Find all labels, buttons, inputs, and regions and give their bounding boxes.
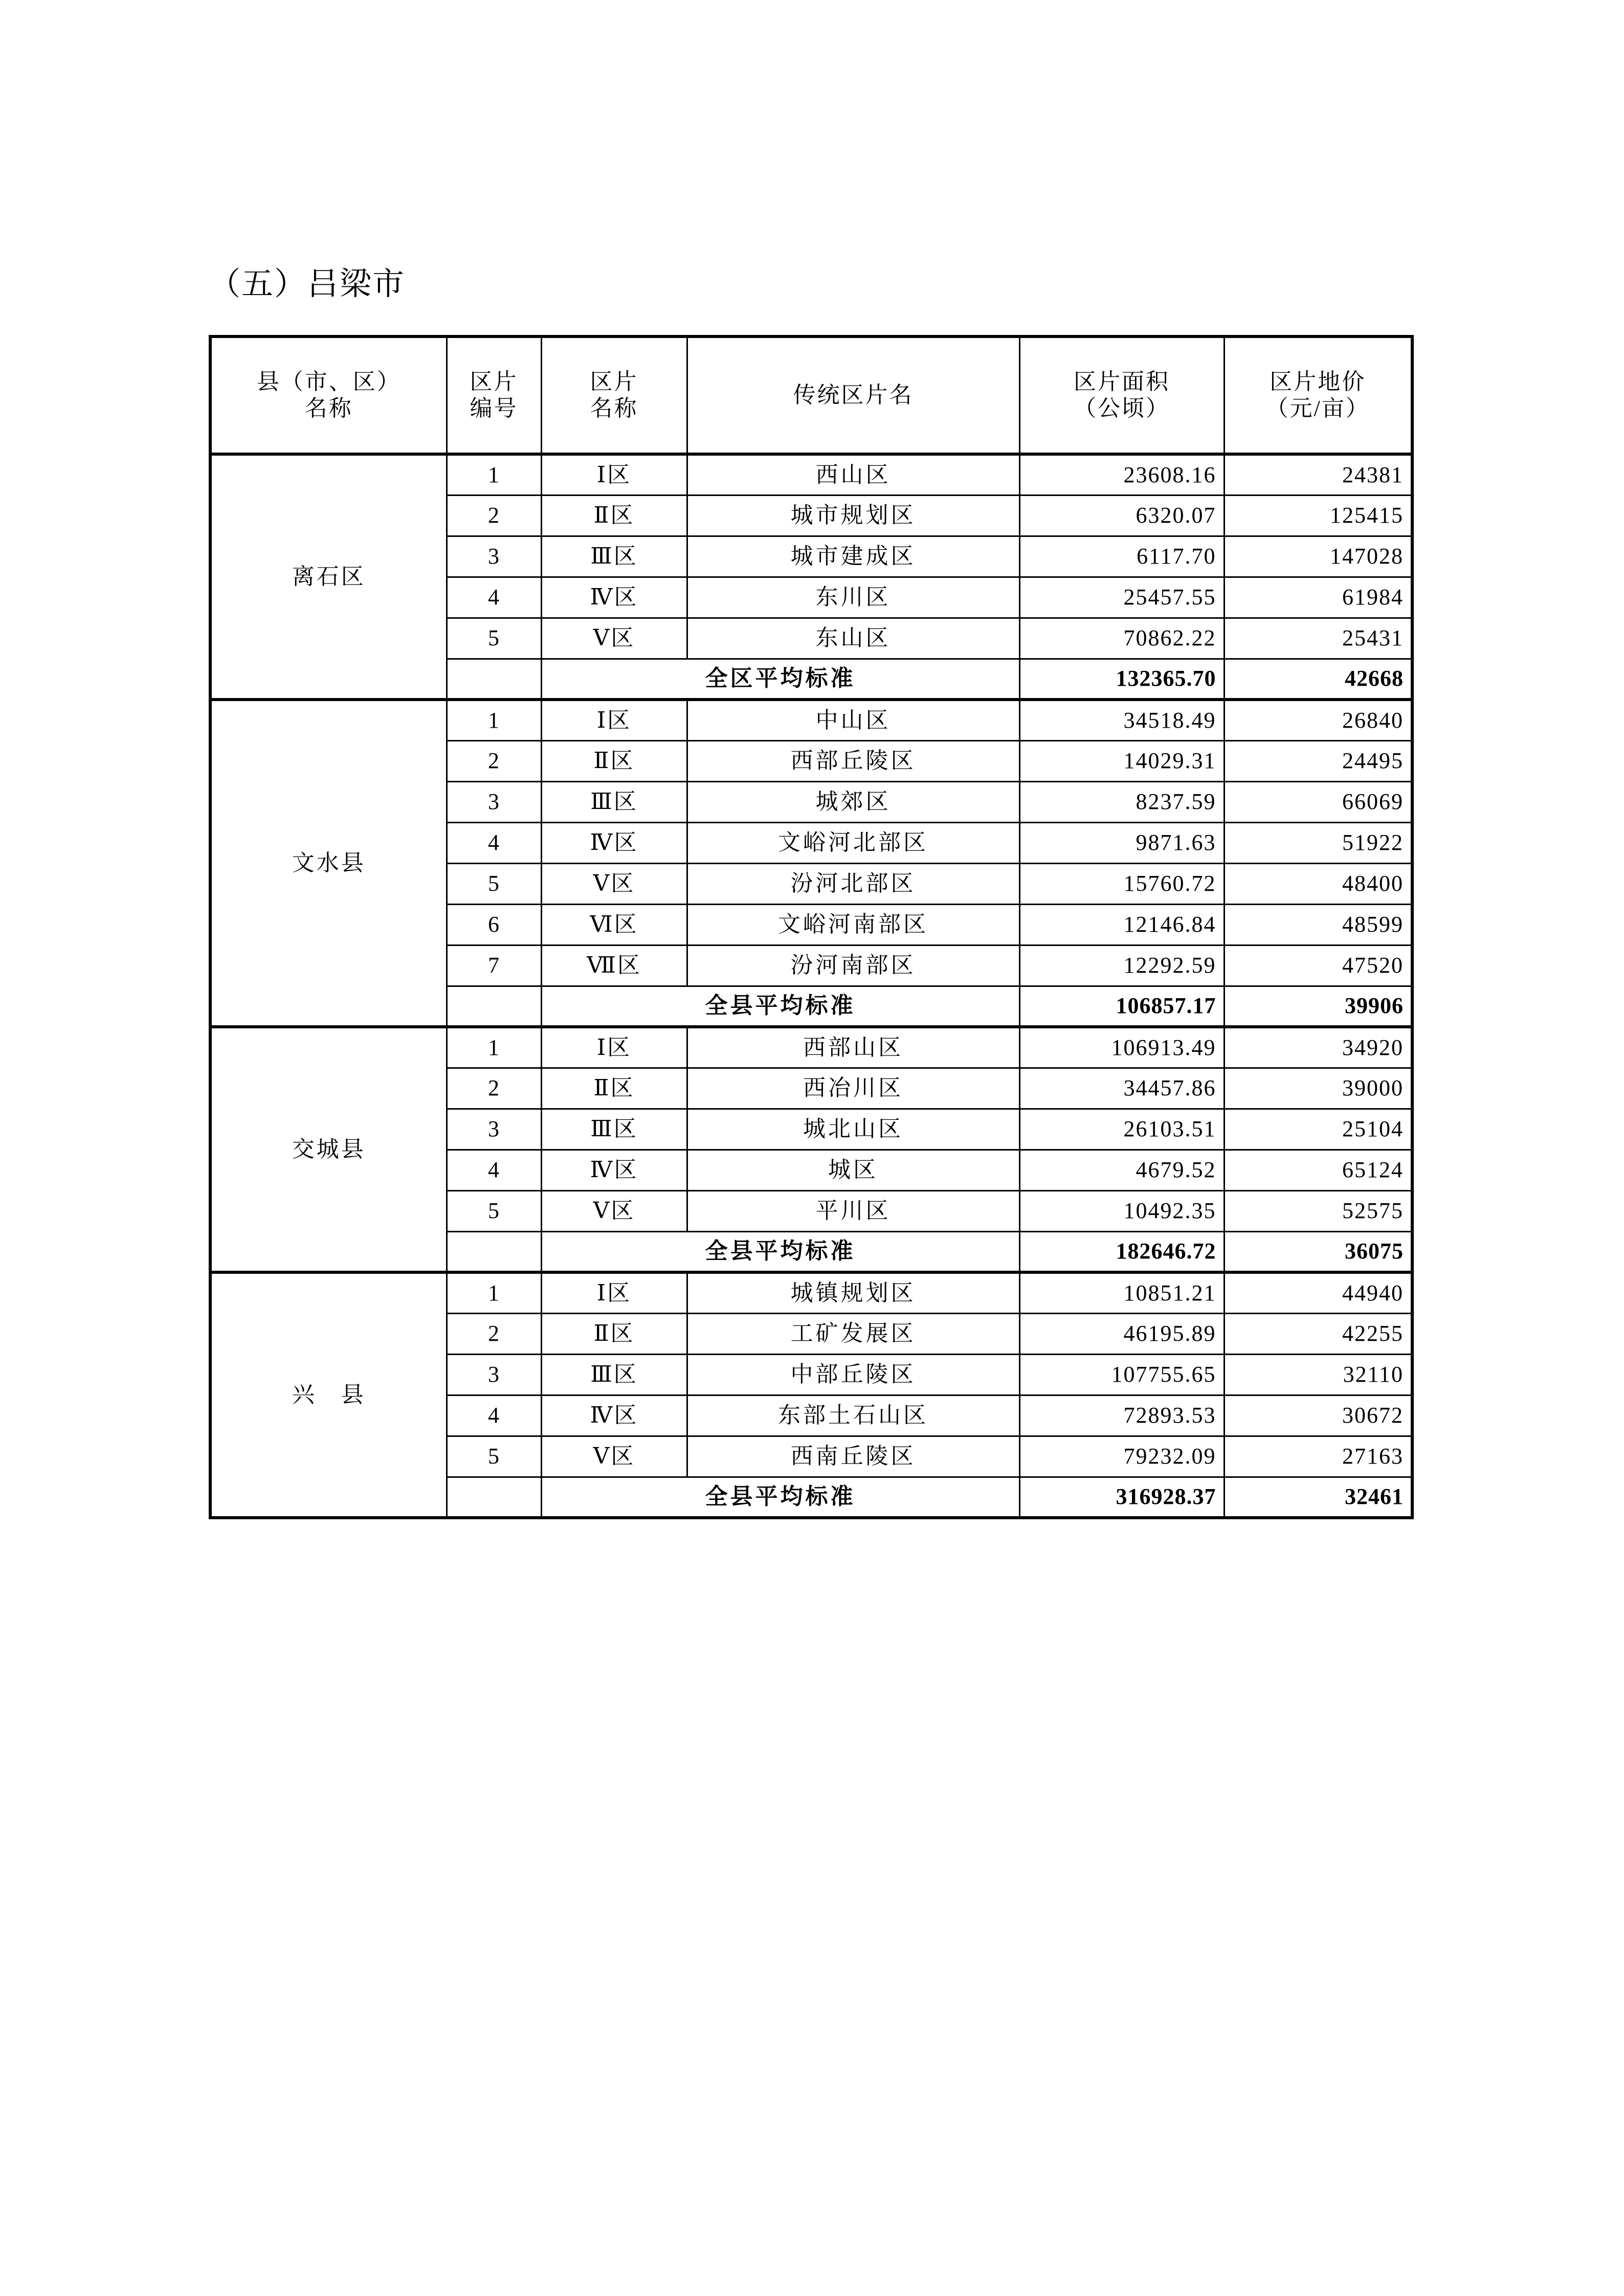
zone-area-cell: 26103.51 [1019,1109,1224,1150]
header-zone-name: 区片 名称 [541,336,687,454]
traditional-name-cell: 西部山区 [687,1027,1019,1068]
zone-area-cell: 46195.89 [1019,1313,1224,1354]
zone-price-cell: 48400 [1224,863,1412,904]
zone-number-cell: 4 [447,1150,541,1190]
zone-price-cell: 65124 [1224,1150,1412,1190]
zone-name-cell: Ⅴ区 [541,1436,687,1477]
zone-number-cell: 7 [447,945,541,986]
zone-area-cell: 23608.16 [1019,454,1224,495]
zone-price-cell: 52575 [1224,1190,1412,1231]
summary-blank-cell [447,1477,541,1518]
zone-number-cell: 2 [447,1313,541,1354]
zone-price-cell: 39000 [1224,1068,1412,1109]
zone-number-cell: 1 [447,454,541,495]
zone-area-cell: 107755.65 [1019,1354,1224,1395]
zone-name-cell: Ⅴ区 [541,618,687,659]
county-name-cell: 交城县 [210,1027,447,1272]
summary-label-cell: 全县平均标准 [541,1477,1019,1518]
summary-label-cell: 全区平均标准 [541,659,1019,700]
zone-name-cell: Ⅱ区 [541,1313,687,1354]
zone-price-cell: 32110 [1224,1354,1412,1395]
summary-area-cell: 316928.37 [1019,1477,1224,1518]
zone-price-cell: 48599 [1224,904,1412,945]
zone-area-cell: 6117.70 [1019,536,1224,577]
zone-price-cell: 47520 [1224,945,1412,986]
traditional-name-cell: 西南丘陵区 [687,1436,1019,1477]
traditional-name-cell: 西冶川区 [687,1068,1019,1109]
county-name-cell: 文水县 [210,700,447,1027]
zone-price-cell: 25104 [1224,1109,1412,1150]
county-name-cell: 离石区 [210,454,447,700]
zone-price-cell: 44940 [1224,1272,1412,1313]
header-zone-price: 区片地价 （元/亩） [1224,336,1412,454]
traditional-name-cell: 中山区 [687,700,1019,740]
county-name-cell: 兴 县 [210,1272,447,1518]
traditional-name-cell: 汾河北部区 [687,863,1019,904]
header-traditional-zone-name: 传统区片名 [687,336,1019,454]
zone-area-cell: 14029.31 [1019,740,1224,781]
zone-price-cell: 147028 [1224,536,1412,577]
header-zone-area: 区片面积 （公顷） [1019,336,1224,454]
zone-number-cell: 1 [447,1272,541,1313]
zone-area-cell: 70862.22 [1019,618,1224,659]
traditional-name-cell: 西山区 [687,454,1019,495]
zone-price-cell: 125415 [1224,495,1412,536]
summary-label-cell: 全县平均标准 [541,986,1019,1027]
benchmark-land-price-table-wrap [209,335,1411,1519]
zone-area-cell: 9871.63 [1019,822,1224,863]
zone-area-cell: 4679.52 [1019,1150,1224,1190]
zone-name-cell: Ⅵ区 [541,904,687,945]
zone-area-cell: 72893.53 [1019,1395,1224,1436]
zone-number-cell: 4 [447,577,541,618]
zone-price-cell: 24495 [1224,740,1412,781]
zone-name-cell: Ⅳ区 [541,577,687,618]
summary-label-cell: 全县平均标准 [541,1231,1019,1272]
traditional-name-cell: 平川区 [687,1190,1019,1231]
zone-area-cell: 25457.55 [1019,577,1224,618]
zone-area-cell: 34457.86 [1019,1068,1224,1109]
traditional-name-cell: 文峪河北部区 [687,822,1019,863]
zone-price-cell: 66069 [1224,781,1412,822]
summary-blank-cell [447,986,541,1027]
section-title: （五）吕梁市 [209,267,406,302]
zone-number-cell: 5 [447,1436,541,1477]
zone-name-cell: Ⅳ区 [541,1395,687,1436]
zone-name-cell: Ⅱ区 [541,1068,687,1109]
zone-number-cell: 3 [447,536,541,577]
zone-price-cell: 25431 [1224,618,1412,659]
summary-price-cell: 36075 [1224,1231,1412,1272]
zone-number-cell: 3 [447,1109,541,1150]
zone-name-cell: Ⅰ区 [541,1272,687,1313]
traditional-name-cell: 东川区 [687,577,1019,618]
traditional-name-cell: 中部丘陵区 [687,1354,1019,1395]
zone-name-cell: Ⅴ区 [541,1190,687,1231]
zone-number-cell: 5 [447,863,541,904]
zone-name-cell: Ⅲ区 [541,781,687,822]
zone-price-cell: 51922 [1224,822,1412,863]
traditional-name-cell: 工矿发展区 [687,1313,1019,1354]
zone-number-cell: 4 [447,822,541,863]
zone-area-cell: 79232.09 [1019,1436,1224,1477]
summary-blank-cell [447,659,541,700]
zone-number-cell: 3 [447,781,541,822]
table-header [210,336,1412,454]
traditional-name-cell: 城市建成区 [687,536,1019,577]
zone-number-cell: 5 [447,618,541,659]
zone-price-cell: 27163 [1224,1436,1412,1477]
zone-number-cell: 3 [447,1354,541,1395]
summary-price-cell: 42668 [1224,659,1412,700]
zone-name-cell: Ⅶ区 [541,945,687,986]
zone-area-cell: 6320.07 [1019,495,1224,536]
zone-number-cell: 1 [447,1027,541,1068]
table-row [210,454,1412,495]
summary-area-cell: 182646.72 [1019,1231,1224,1272]
header-county: 县（市、区） 名称 [210,336,447,454]
traditional-name-cell: 城郊区 [687,781,1019,822]
zone-price-cell: 42255 [1224,1313,1412,1354]
zone-price-cell: 30672 [1224,1395,1412,1436]
table-header-row [210,336,1412,454]
zone-area-cell: 10492.35 [1019,1190,1224,1231]
traditional-name-cell: 东部土石山区 [687,1395,1019,1436]
traditional-name-cell: 文峪河南部区 [687,904,1019,945]
zone-name-cell: Ⅱ区 [541,495,687,536]
traditional-name-cell: 东山区 [687,618,1019,659]
zone-number-cell: 6 [447,904,541,945]
zone-area-cell: 12292.59 [1019,945,1224,986]
zone-number-cell: 2 [447,1068,541,1109]
table-body [210,454,1412,1518]
traditional-name-cell: 城北山区 [687,1109,1019,1150]
zone-name-cell: Ⅳ区 [541,822,687,863]
zone-number-cell: 2 [447,740,541,781]
traditional-name-cell: 城区 [687,1150,1019,1190]
table-row [210,700,1412,740]
zone-area-cell: 12146.84 [1019,904,1224,945]
zone-area-cell: 8237.59 [1019,781,1224,822]
zone-area-cell: 15760.72 [1019,863,1224,904]
zone-number-cell: 2 [447,495,541,536]
zone-name-cell: Ⅳ区 [541,1150,687,1190]
zone-price-cell: 34920 [1224,1027,1412,1068]
summary-area-cell: 106857.17 [1019,986,1224,1027]
traditional-name-cell: 城市规划区 [687,495,1019,536]
traditional-name-cell: 汾河南部区 [687,945,1019,986]
summary-area-cell: 132365.70 [1019,659,1224,700]
zone-number-cell: 1 [447,700,541,740]
zone-price-cell: 24381 [1224,454,1412,495]
zone-price-cell: 61984 [1224,577,1412,618]
zone-area-cell: 34518.49 [1019,700,1224,740]
zone-name-cell: Ⅲ区 [541,1354,687,1395]
zone-name-cell: Ⅱ区 [541,740,687,781]
zone-name-cell: Ⅰ区 [541,1027,687,1068]
benchmark-land-price-table [209,335,1414,1519]
summary-price-cell: 39906 [1224,986,1412,1027]
zone-name-cell: Ⅲ区 [541,536,687,577]
zone-area-cell: 10851.21 [1019,1272,1224,1313]
zone-number-cell: 5 [447,1190,541,1231]
zone-name-cell: Ⅰ区 [541,700,687,740]
header-zone-number: 区片 编号 [447,336,541,454]
zone-name-cell: Ⅲ区 [541,1109,687,1150]
zone-price-cell: 26840 [1224,700,1412,740]
summary-price-cell: 32461 [1224,1477,1412,1518]
summary-blank-cell [447,1231,541,1272]
zone-name-cell: Ⅴ区 [541,863,687,904]
table-row [210,1027,1412,1068]
table-row [210,1272,1412,1313]
traditional-name-cell: 城镇规划区 [687,1272,1019,1313]
zone-name-cell: Ⅰ区 [541,454,687,495]
traditional-name-cell: 西部丘陵区 [687,740,1019,781]
zone-number-cell: 4 [447,1395,541,1436]
zone-area-cell: 106913.49 [1019,1027,1224,1068]
